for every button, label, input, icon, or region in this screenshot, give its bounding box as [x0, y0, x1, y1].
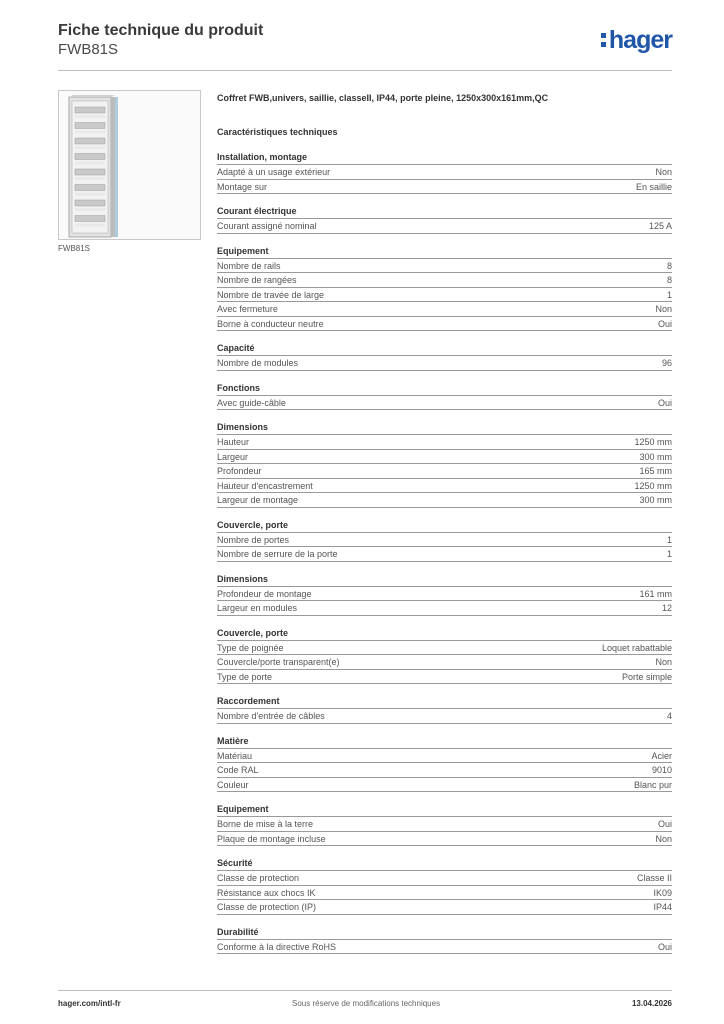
din-rail-shape: [75, 154, 105, 160]
characteristic-value: Non: [655, 833, 672, 844]
characteristic-value: Non: [655, 304, 672, 314]
characteristic-label: Montage sur: [217, 181, 268, 192]
page-header: [58, 22, 672, 71]
characteristic-value: 8: [666, 260, 672, 271]
characteristic-value: Blanc pur: [633, 779, 672, 790]
characteristic-row: [217, 763, 672, 778]
characteristic-value: Oui: [657, 318, 672, 329]
characteristic-value: 8: [666, 275, 672, 285]
rail-cover-shape: [75, 146, 105, 149]
characteristic-row: [217, 302, 672, 317]
group-title: Equipement: [217, 244, 672, 259]
characteristic-row: [217, 670, 672, 685]
characteristic-row: [217, 493, 672, 508]
footer-disclaimer: Sous réserve de modifications techniques: [292, 999, 441, 1008]
characteristic-value: Loquet rabattable: [601, 642, 672, 653]
din-rail-shape: [75, 169, 105, 175]
characteristic-label: Matériau: [217, 750, 253, 761]
rail-cover-shape: [75, 193, 105, 196]
group-title: Couvercle, porte: [217, 626, 672, 641]
characteristic-row: [217, 479, 672, 494]
group-title: Capacité: [217, 341, 672, 356]
group-title: Raccordement: [217, 694, 672, 709]
rail-cover-shape: [75, 177, 105, 180]
group-title: Couvercle, porte: [217, 518, 672, 533]
characteristic-label: Largeur en modules: [217, 603, 298, 613]
characteristic-label: Profondeur de montage: [217, 588, 312, 599]
characteristic-group: [217, 734, 672, 793]
characteristic-label: Avec fermeture: [217, 304, 278, 314]
characteristic-label: Nombre de portes: [217, 534, 290, 545]
footer-website: hager.com/intl-fr: [58, 999, 121, 1008]
rail-cover-shape: [75, 131, 105, 134]
rail-cover-shape: [75, 208, 105, 211]
characteristic-row: [217, 180, 672, 195]
technical-sheet: [217, 93, 672, 964]
characteristic-row: [217, 547, 672, 562]
logo-dots-icon: [601, 32, 607, 48]
din-rail-shape: [75, 107, 105, 113]
characteristic-label: Adapté à un usage extérieur: [217, 167, 331, 177]
characteristic-value: Oui: [657, 819, 672, 829]
characteristic-label: Hauteur d'encastrement: [217, 480, 313, 491]
characteristic-row: [217, 655, 672, 670]
characteristic-value: 125 A: [648, 221, 672, 231]
characteristic-value: 4: [666, 711, 672, 721]
group-title: Dimensions: [217, 420, 672, 435]
characteristic-label: Nombre d'entrée de câbles: [217, 711, 325, 721]
characteristic-group: [217, 856, 672, 915]
rail-cover-shape: [75, 115, 105, 118]
characteristic-label: Borne à conducteur neutre: [217, 318, 324, 329]
group-title: Matière: [217, 734, 672, 749]
brand-logo: [601, 26, 672, 55]
characteristic-label: Code RAL: [217, 765, 259, 775]
group-title: Dimensions: [217, 572, 672, 587]
product-image-caption: FWB81S: [58, 244, 91, 253]
characteristic-row: [217, 641, 672, 656]
din-rail-shape: [75, 185, 105, 191]
product-description: Coffret FWB,univers, saillie, classeII, IP44, porte pleine, 1250x300x161mm,QC: [217, 93, 549, 103]
characteristic-value: En saillie: [635, 181, 672, 192]
group-title: Durabilité: [217, 925, 672, 940]
characteristic-value: Acier: [651, 750, 672, 761]
characteristic-label: Couleur: [217, 779, 249, 790]
characteristic-label: Largeur: [217, 451, 249, 462]
characteristic-group: [217, 204, 672, 234]
characteristic-value: Porte simple: [621, 671, 672, 682]
characteristic-label: Type de porte: [217, 671, 273, 682]
characteristics-groups: [217, 150, 672, 954]
characteristic-label: Hauteur: [217, 437, 250, 447]
enclosure-illustration-icon: [59, 91, 200, 239]
characteristic-label: Nombre de rails: [217, 260, 281, 271]
characteristic-group: [217, 244, 672, 332]
characteristic-label: Classe de protection (IP): [217, 902, 317, 912]
characteristic-label: Nombre de rangées: [217, 275, 297, 285]
characteristic-row: [217, 587, 672, 602]
characteristic-label: Conforme à la directive RoHS: [217, 941, 337, 952]
characteristic-value: 300 mm: [639, 451, 672, 462]
characteristic-group: [217, 572, 672, 616]
group-title: Courant électrique: [217, 204, 672, 219]
group-title: Installation, montage: [217, 150, 672, 165]
characteristic-row: [217, 288, 672, 303]
characteristic-value: Classe II: [636, 873, 672, 883]
characteristic-value: Oui: [657, 397, 672, 408]
group-title: Sécurité: [217, 856, 672, 871]
characteristic-row: [217, 940, 672, 955]
characteristic-value: 1: [666, 534, 672, 545]
characteristic-row: [217, 709, 672, 724]
logo-text: hager: [608, 26, 672, 54]
din-rail-shape: [75, 200, 105, 206]
characteristic-value: 1250 mm: [634, 480, 672, 491]
characteristic-label: Résistance aux chocs IK: [217, 887, 316, 898]
rail-cover-shape: [75, 162, 105, 165]
characteristic-row: [217, 396, 672, 411]
din-rail-shape: [75, 216, 105, 222]
characteristic-value: 165 mm: [639, 466, 672, 476]
characteristic-group: [217, 802, 672, 846]
characteristic-row: [217, 259, 672, 274]
characteristic-label: Avec guide-câble: [217, 397, 286, 408]
characteristic-row: [217, 356, 672, 371]
characteristic-value: IP44: [653, 902, 672, 912]
characteristic-value: Non: [655, 167, 672, 177]
characteristic-row: [217, 165, 672, 180]
characteristic-value: 161 mm: [639, 588, 672, 599]
section-title: Caractéristiques techniques: [217, 127, 338, 137]
characteristic-value: 1: [666, 289, 672, 300]
din-rail-shape: [75, 138, 105, 144]
characteristic-label: Borne de mise à la terre: [217, 819, 314, 829]
characteristic-row: [217, 533, 672, 548]
characteristic-value: 1250 mm: [634, 437, 672, 447]
characteristic-label: Profondeur: [217, 466, 262, 476]
characteristic-row: [217, 886, 672, 901]
product-reference: FWB81S: [58, 41, 119, 58]
footer-date: 13.04.2026: [631, 999, 672, 1008]
characteristic-label: Courant assigné nominal: [217, 221, 317, 231]
characteristic-row: [217, 317, 672, 332]
rail-cover-shape: [75, 224, 105, 227]
characteristic-row: [217, 450, 672, 465]
characteristic-value: Non: [655, 657, 672, 667]
characteristic-value: Oui: [657, 941, 672, 952]
group-title: Fonctions: [217, 381, 672, 396]
group-title: Equipement: [217, 802, 672, 817]
characteristic-label: Nombre de travée de large: [217, 289, 325, 300]
characteristic-group: [217, 341, 672, 371]
characteristic-label: Plaque de montage incluse: [217, 833, 326, 844]
characteristic-group: [217, 150, 672, 194]
characteristic-value: 96: [661, 358, 672, 368]
characteristic-row: [217, 273, 672, 288]
characteristic-row: [217, 778, 672, 793]
characteristic-group: [217, 420, 672, 508]
characteristic-row: [217, 749, 672, 764]
characteristic-row: [217, 219, 672, 234]
characteristic-row: [217, 435, 672, 450]
characteristic-label: Couvercle/porte transparent(e): [217, 657, 340, 667]
characteristic-group: [217, 694, 672, 724]
characteristic-row: [217, 832, 672, 847]
characteristic-value: 12: [661, 603, 672, 613]
product-image: [58, 90, 201, 240]
din-rail-shape: [75, 123, 105, 129]
characteristic-value: 300 mm: [639, 495, 672, 505]
characteristic-group: [217, 925, 672, 955]
characteristic-value: 1: [666, 549, 672, 559]
characteristic-value: IK09: [653, 887, 672, 898]
characteristic-group: [217, 381, 672, 411]
characteristic-label: Nombre de serrure de la porte: [217, 549, 338, 559]
characteristic-group: [217, 626, 672, 685]
characteristic-row: [217, 900, 672, 915]
characteristic-group: [217, 518, 672, 562]
document-title: Fiche technique du produit: [58, 22, 264, 39]
characteristic-label: Nombre de modules: [217, 358, 299, 368]
characteristic-row: [217, 601, 672, 616]
page-footer: [58, 990, 672, 1011]
characteristic-label: Largeur de montage: [217, 495, 299, 505]
characteristic-row: [217, 817, 672, 832]
characteristic-row: [217, 464, 672, 479]
characteristic-label: Classe de protection: [217, 873, 300, 883]
characteristic-label: Type de poignée: [217, 642, 284, 653]
characteristic-value: 9010: [651, 765, 672, 775]
characteristic-row: [217, 871, 672, 886]
